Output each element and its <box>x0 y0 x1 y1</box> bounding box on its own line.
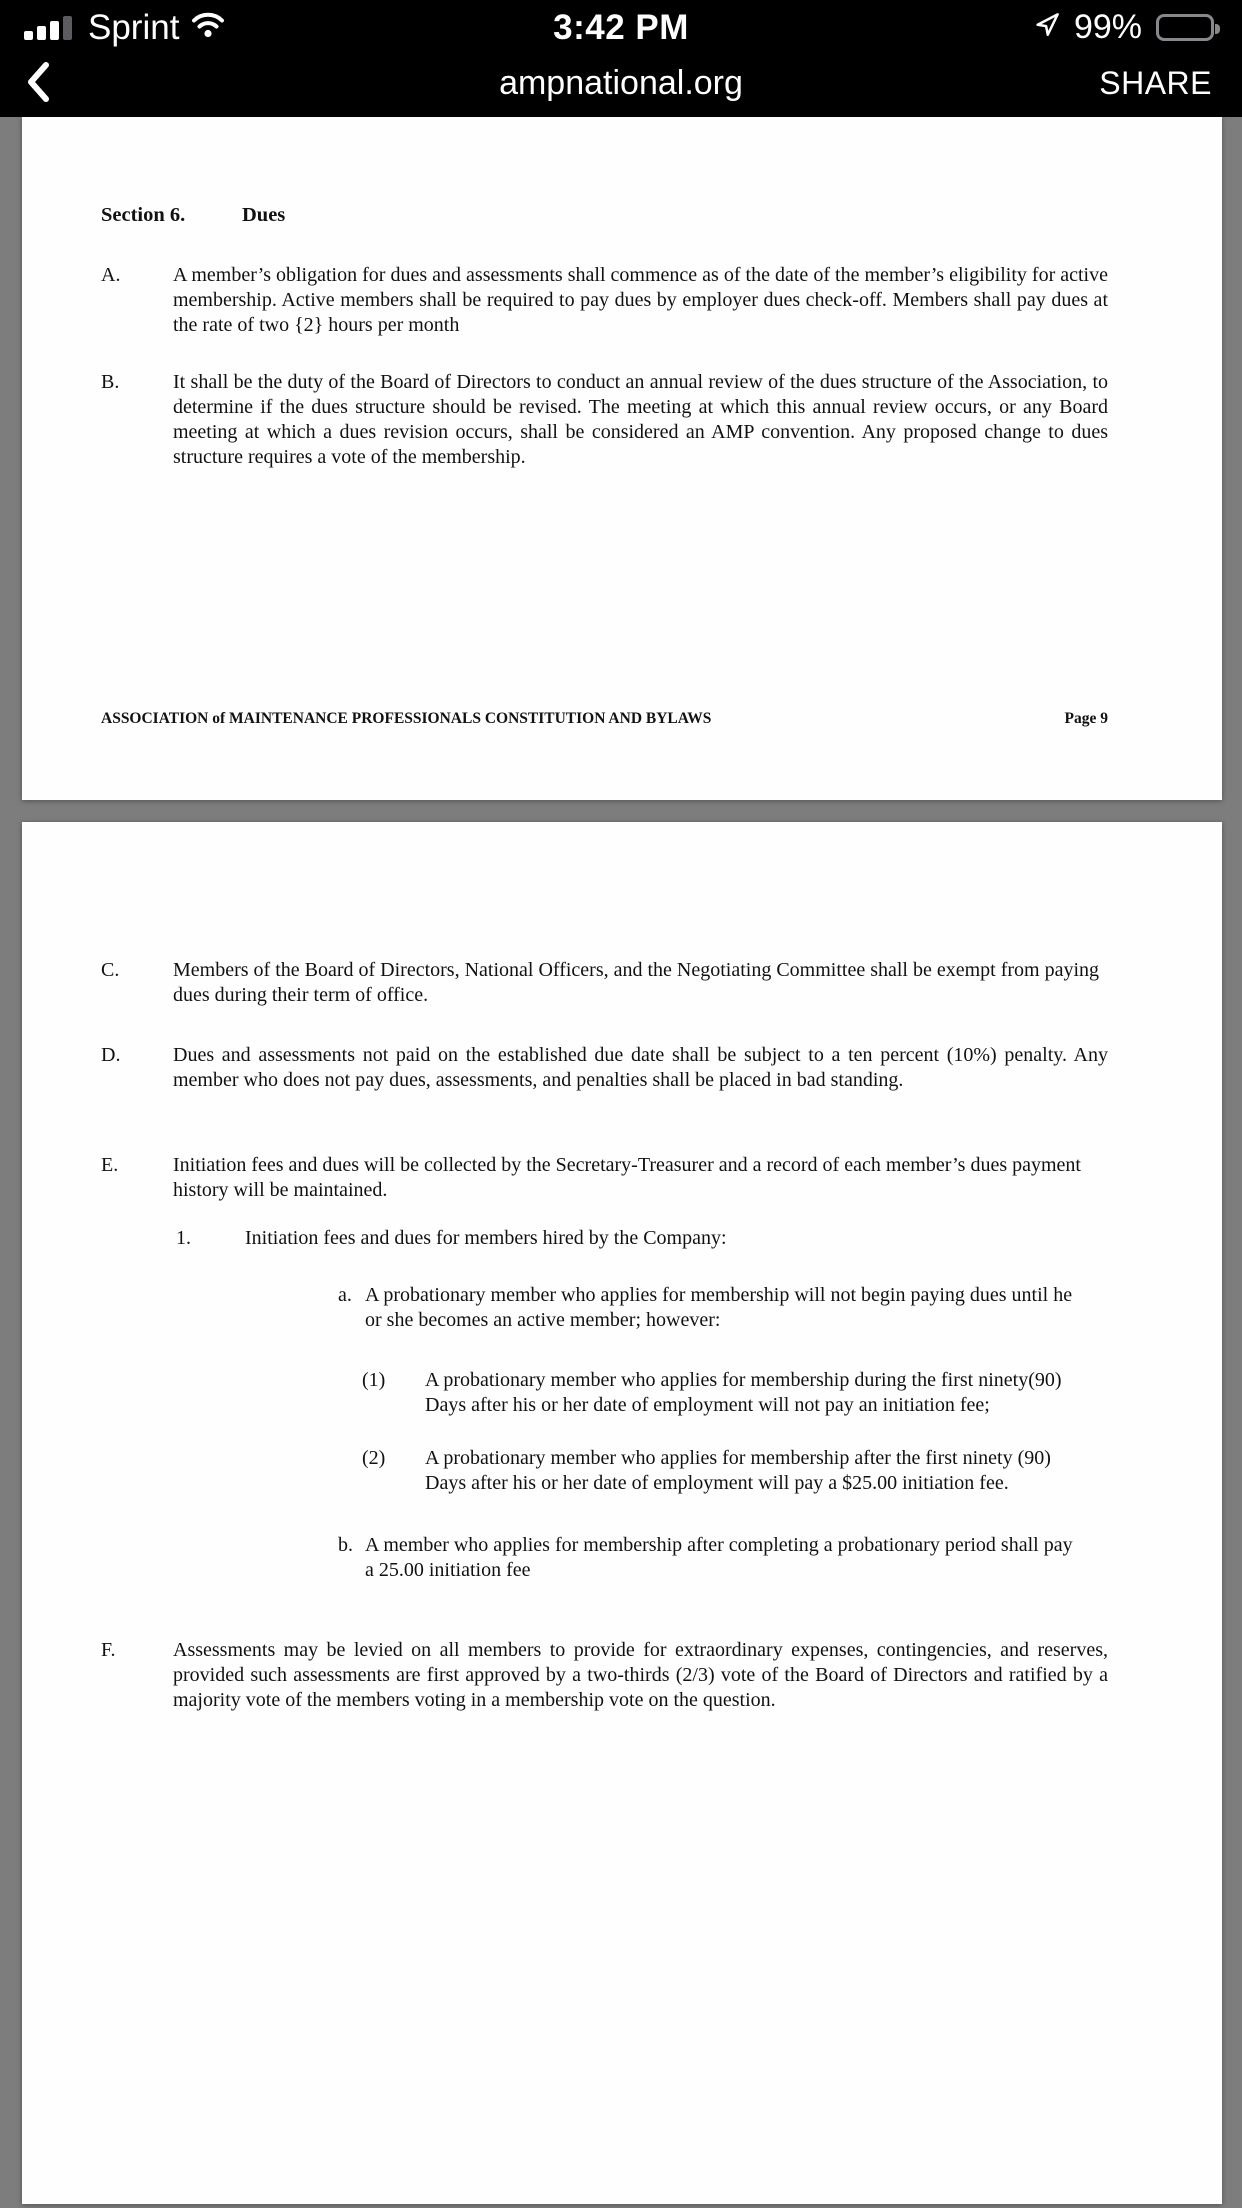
section-heading <box>101 203 1108 228</box>
clause-label: D. <box>101 1044 121 1066</box>
page-title: ampnational.org <box>499 63 743 102</box>
clause-label: a. <box>338 1284 352 1306</box>
clause-a <box>101 263 1108 338</box>
battery-icon <box>1156 14 1214 41</box>
status-time: 3:42 PM <box>553 7 689 47</box>
carrier-label: Sprint <box>88 7 180 47</box>
browser-nav-bar <box>0 55 1242 117</box>
clause-text: A probationary member who applies for membership during the first ninety(90) Days after his or her date of employment will not pay an initiation fee; <box>425 1369 1062 1416</box>
section-title: Dues <box>242 204 286 226</box>
clause-label: 1. <box>176 1227 191 1249</box>
clause-b <box>101 370 1108 470</box>
clause-text: Initiation fees and dues will be collected by the Secretary-Treasurer and a record of each member’s dues payment history will be maintained. <box>173 1154 1081 1201</box>
clause-text: Members of the Board of Directors, National Officers, and the Negotiating Committee shall be exempt from paying dues during their term of office. <box>173 959 1100 1006</box>
clause-d <box>101 1043 1108 1093</box>
clause-text: A member’s obligation for dues and assessments shall commence as of the date of the member’s eligibility for active membership. Active members shall be required to pay dues by employer dues check-off. Members shall pay dues at the rate of two {2} hours per month <box>173 264 1108 336</box>
clause-label: (1) <box>362 1369 386 1391</box>
clause-label: B. <box>101 371 120 393</box>
pdf-page-10 <box>22 822 1222 2204</box>
clause-text: Initiation fees and dues for members hired by the Company: <box>245 1227 727 1249</box>
status-bar <box>0 0 1242 55</box>
pdf-page-9 <box>22 117 1222 800</box>
back-button[interactable] <box>24 60 52 107</box>
clause-label: A. <box>101 264 121 286</box>
chevron-left-icon <box>24 60 52 107</box>
clause-e1a1 <box>362 1368 1108 1418</box>
clause-label: b. <box>338 1534 353 1556</box>
page-number: Page 9 <box>1064 710 1108 727</box>
battery-percent-label: 99% <box>1073 8 1142 46</box>
footer-title: ASSOCIATION of MAINTENANCE PROFESSIONALS CONSTITUTION AND BYLAWS <box>101 710 712 727</box>
section-number: Section 6. <box>101 204 186 226</box>
clause-label: C. <box>101 959 120 981</box>
clause-text: It shall be the duty of the Board of Directors to conduct an annual review of the dues structure of the Association, to determine if the dues structure should be revised. The meeting at which this annual review occurs, or any Board meeting at which a dues revision occurs, shall be considered an AMP convention. Any proposed change to dues structure requires a vote of the membership. <box>173 371 1108 468</box>
clause-e <box>101 1153 1108 1203</box>
clause-e1a2 <box>362 1446 1108 1496</box>
page-footer <box>101 710 1108 728</box>
clause-label: E. <box>101 1154 119 1176</box>
clause-text: A probationary member who applies for membership will not begin paying dues until he or she becomes an active member; however: <box>365 1284 1073 1331</box>
share-button[interactable]: SHARE <box>1099 64 1212 101</box>
clause-e1a <box>338 1283 1108 1333</box>
clause-text: Dues and assessments not paid on the established due date shall be subject to a ten percent (10%) penalty. Any member who does not pay dues, assessments, and penalties shall be placed in bad standing. <box>173 1044 1108 1091</box>
clause-c <box>101 958 1108 1008</box>
clause-e1b <box>338 1533 1108 1583</box>
clause-f <box>101 1638 1108 1713</box>
clause-label: (2) <box>362 1447 386 1469</box>
clause-text: Assessments may be levied on all members to provide for extraordinary expenses, contingencies, and reserves, provided such assessments are first approved by a two-thirds (2/3) vote of the Board of Directors and ratified by a majority vote of the members voting in a membership vote on the question. <box>173 1639 1108 1711</box>
pdf-scroll-area[interactable] <box>0 117 1242 2204</box>
clause-text: A member who applies for membership after completing a probationary period shall pay a 25.00 initiation fee <box>365 1534 1073 1581</box>
clause-label: F. <box>101 1639 116 1661</box>
page-gap <box>22 800 1222 822</box>
clause-text: A probationary member who applies for membership after the first ninety (90) Days after his or her date of employment will pay a $25.00 initiation fee. <box>425 1447 1051 1494</box>
clause-e1 <box>176 1226 1108 1251</box>
